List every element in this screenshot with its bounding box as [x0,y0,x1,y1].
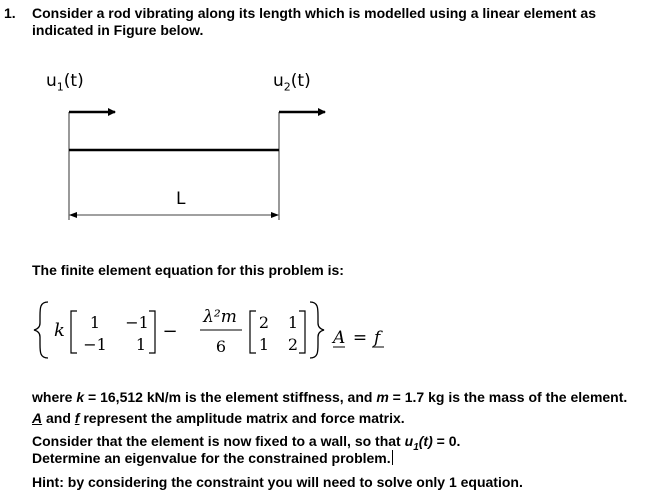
question-intro-line2: indicated in Figure below. [32,22,204,38]
mass-m21: 1 [258,335,270,354]
mass-m11: 2 [258,313,270,332]
stiffness-a22: 1 [135,335,147,354]
u1-label: $u_1(t)$ [46,71,84,94]
mass-m22: 2 [287,335,299,354]
fraction-numerator: λ²m [203,307,237,327]
equals-sign: = [352,328,368,348]
outer-right-brace [310,302,324,358]
question-intro-line1: Consider a rod vibrating along its length which is modelled using a linear element as [32,5,596,21]
question-number: 1. [4,5,16,21]
text-line-constraint: Consider that the element is now fixed to a wall, so that $u_1(t) = 0$. [32,433,461,453]
length-label: L [176,189,186,209]
amplitude-symbol: A [333,328,346,348]
stiffness-left-bracket [71,311,77,353]
equation-intro: The finite element equation for this problem is: [32,262,344,278]
text-line-determine: Determine an eigenvalue for the constrained problem. [32,450,391,466]
text-cursor [392,450,393,465]
stiffness-a21: −1 [83,335,107,354]
fraction-denominator: 6 [215,337,227,356]
mass-right-bracket [299,311,305,353]
force-symbol: f [374,328,381,348]
outer-left-brace [34,302,48,358]
stiffness-a12: −1 [125,313,149,332]
text-line-matrices: A and f represent the amplitude matrix and force matrix. [32,410,405,426]
fe-equation [0,290,420,370]
u2-label: $u_2(t)$ [273,71,311,94]
stiffness-a11: 1 [89,313,101,332]
mass-left-bracket [250,311,256,353]
k-symbol: k [54,320,65,341]
text-line-hint: Hint: by considering the constraint you will need to solve only 1 equation. [32,474,523,490]
rod-figure [0,0,660,240]
text-line-stiffness-mass: where k = 16,512 kN/m is the element stiffness, and m = 1.7 kg is the mass of the element. [32,389,628,405]
minus-sign: − [162,321,178,342]
mass-m12: 1 [287,313,299,332]
stiffness-right-bracket [149,311,155,353]
